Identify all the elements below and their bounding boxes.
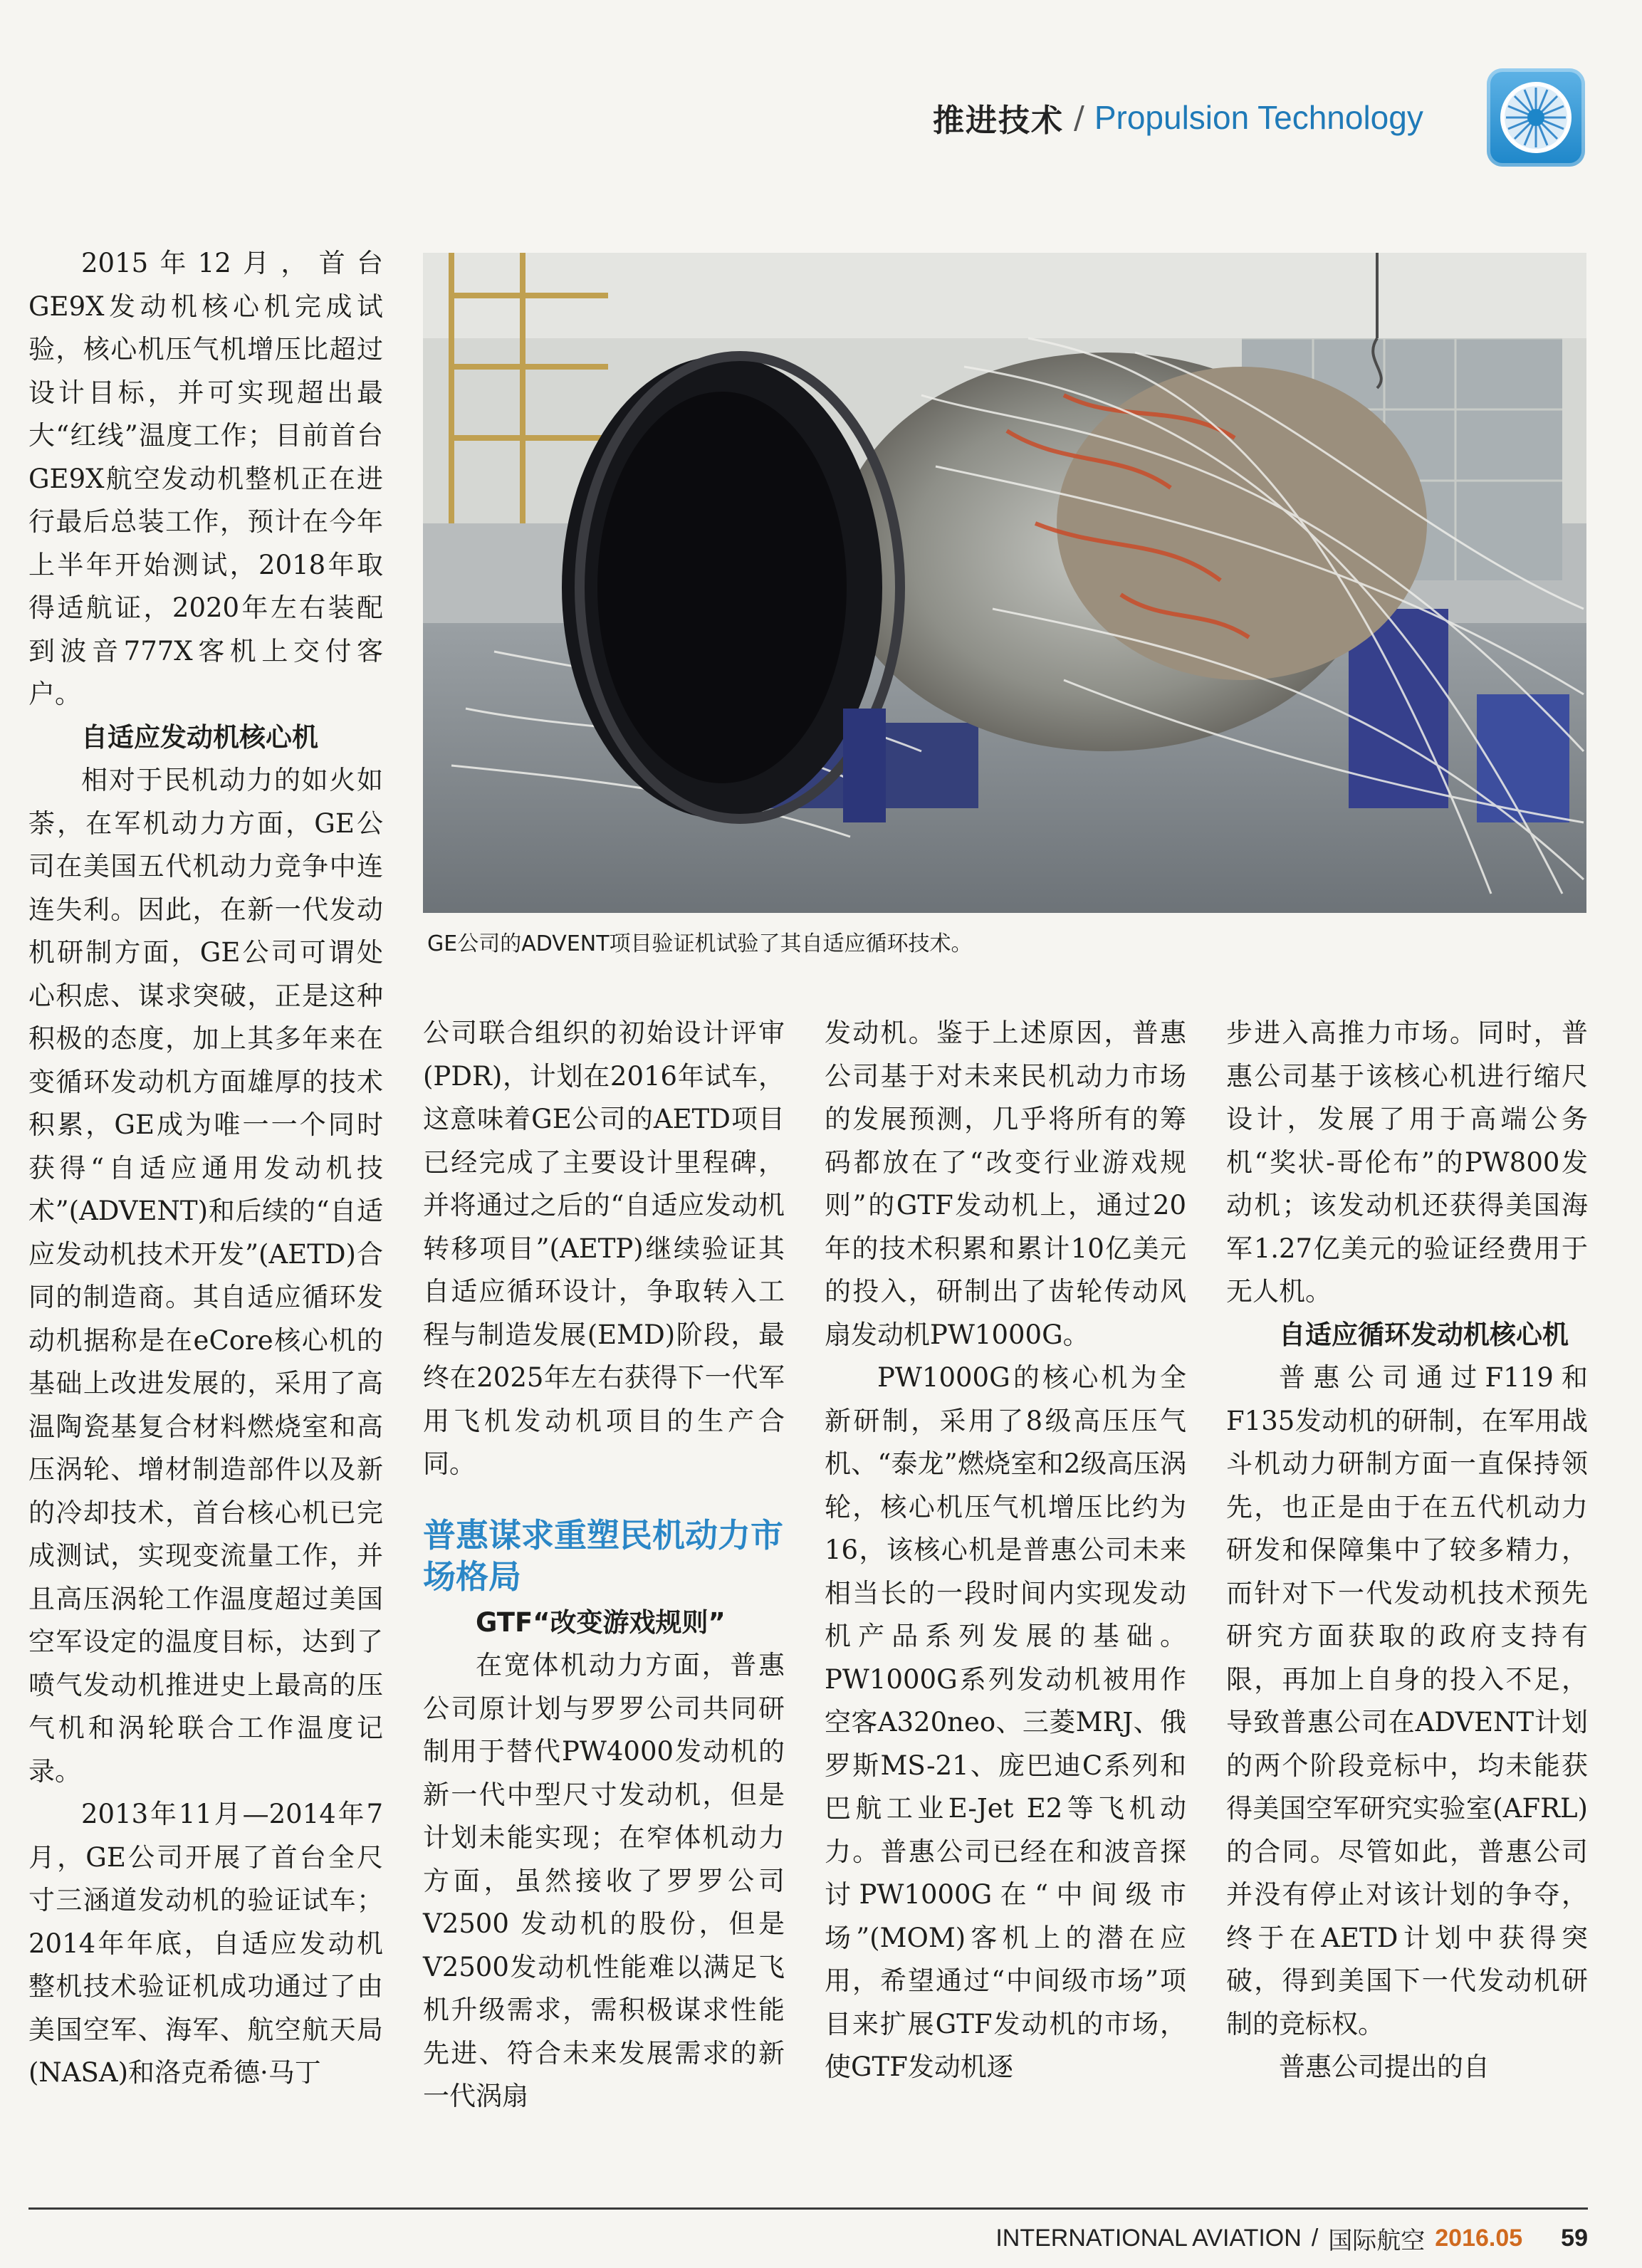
paragraph: PW1000G的核心机为全新研制，采用了8级高压压气机、“泰龙”燃烧室和2级高压涡轮，核心机压气机增压比约为16，该核心机是普惠公司未来相当长的一段时间内实现发动机产品系列发展的基础。PW1000G系列发动机被用作空客A320neo、三菱MRJ、俄罗斯MS-21、庞巴迪C系列和巴航工业E-Jet E2等飞机动力。普惠公司已经在和波音探讨PW1000G在“中间级市场”(MOM)客机上的潜在应用，希望通过“中间级市场”项目来扩展GTF发动机的市场，使GTF发动机逐 xyxy=(825,1362,1186,2082)
section-title-zh: 推进技术 xyxy=(933,103,1064,139)
magazine-name: INTERNATIONAL AVIATION xyxy=(995,2224,1302,2252)
paragraph: 普惠公司通过F119和F135发动机的研制，在军用战斗机动力研制方面一直保持领先，也正是由于在五代机动力研发和保障集中了较多精力，而针对下一代发动机技术预先研究方面获取的政府支持有限，再加上自身的投入不足，导致普惠公司在ADVENT计划的两个阶段竞标中，均未能获得美国空军研究实验室(AFRL)的合同。尽管如此，普惠公司并没有停止对该计划的争夺，终于在AETD计划中获得突破，得到美国下一代发动机研制的竞标权。 xyxy=(1226,1362,1588,2039)
issue-number: 2016.05 xyxy=(1435,2224,1523,2252)
paragraph: 2015年12月，首台GE9X发动机核心机完成试验，核心机压气机增压比超过设计目标，并可实现超出最大“红线”温度工作；目前首台GE9X航空发动机整机正在进行最后总装工作，预计在今年上半年开始测试，2018年取得适航证，2020年左右装配到波音777X客机上交付客户。 xyxy=(28,248,383,709)
paragraph: 相对于民机动力的如火如荼，在军机动力方面，GE公司在美国五代机动力竞争中连连失利。因此，在新一代发动机研制方面，GE公司可谓处心积虑、谋求突破，正是这种积极的态度，加上其多年来在变循环发动机方面雄厚的技术积累，GE成为唯一一个同时获得“自适应通用发动机技术”(ADVENT)和后续的“自适应发动机技术开发”(AETD)合同的制造商。其自适应循环发动机据称是在eCore核心机的基础上改进发展的，采用了高温陶瓷基复合材料燃烧室和高压涡轮、增材制造部件以及新的冷却技术，首台核心机已完成测试，实现变流量工作，并且高压涡轮工作温度超过美国空军设定的温度目标，达到了喷气发动机推进史上最高的压气机和涡轮联合工作温度记录。 xyxy=(28,765,383,1787)
paragraph: 普惠公司提出的自 xyxy=(1279,2052,1490,2082)
text-column-4 xyxy=(1226,1012,1588,2089)
text-column-1 xyxy=(28,242,383,2095)
section-heading: 普惠谋求重塑民机动力市场格局 xyxy=(423,1515,783,1596)
header-separator: / xyxy=(1074,99,1084,136)
magazine-name-zh: 国际航空 xyxy=(1328,2227,1426,2254)
page-number: 59 xyxy=(1561,2224,1588,2252)
subheading: 自适应发动机核心机 xyxy=(81,721,318,753)
section-title-en: Propulsion Technology xyxy=(1094,99,1423,136)
turbofan-icon xyxy=(1487,68,1585,167)
paragraph: 2013年11月—2014年7月，GE公司开展了首台全尺寸三涵道发动机的验证试车；2014年年底，自适应发动机整机技术验证机成功通过了由美国空军、海军、航空航天局(NASA)和洛克希德·马丁 xyxy=(28,1799,383,2088)
subheading: 自适应循环发动机核心机 xyxy=(1279,1319,1569,1350)
paragraph: 在宽体机动力方面，普惠公司原计划与罗罗公司共同研制用于替代PW4000发动机的新一代中型尺寸发动机，但是计划未能实现；在窄体机动力方面，虽然接收了罗罗公司V2500 发动机的股份，但是V2500发动机性能难以满足飞机升级需求，需积极谋求性能先进、符合未来发展需求的新一代涡扇 xyxy=(423,1650,785,2111)
section-header xyxy=(933,93,1423,142)
footer-separator: / xyxy=(1311,2224,1319,2252)
photo-caption: GE公司的ADVENT项目验证机试验了其自适应循环技术。 xyxy=(427,931,973,956)
paragraph: 公司联合组织的初始设计评审(PDR)，计划在2016年试车，这意味着GE公司的AETD项目已经完成了主要设计里程碑，并将通过之后的“自适应发动机转移项目”(AETP)继续验证其自适应循环设计，争取转入工程与制造发展(EMD)阶段，最终在2025年左右获得下一代军用飞机发动机项目的生产合同。 xyxy=(423,1018,785,1479)
subheading: GTF“改变游戏规则” xyxy=(476,1606,726,1638)
paragraph: 步进入高推力市场。同时，普惠公司基于该核心机进行缩尺设计，发展了用于高端公务机“奖状-哥伦布”的PW800发动机；该发动机还获得美国海军1.27亿美元的验证经费用于无人机。 xyxy=(1226,1018,1588,1307)
text-column-3 xyxy=(825,1012,1186,2089)
page-footer xyxy=(911,2220,1588,2256)
text-column-2 xyxy=(423,1012,785,2118)
engine-test-photo xyxy=(423,253,1586,913)
paragraph: 发动机。鉴于上述原因，普惠公司基于对未来民机动力市场的发展预测，几乎将所有的筹码都放在了“改变行业游戏规则”的GTF发动机上，通过20年的技术积累和累计10亿美元的投入，研制出了齿轮传动风扇发动机PW1000G。 xyxy=(825,1018,1186,1350)
footer-rule xyxy=(28,2207,1588,2210)
